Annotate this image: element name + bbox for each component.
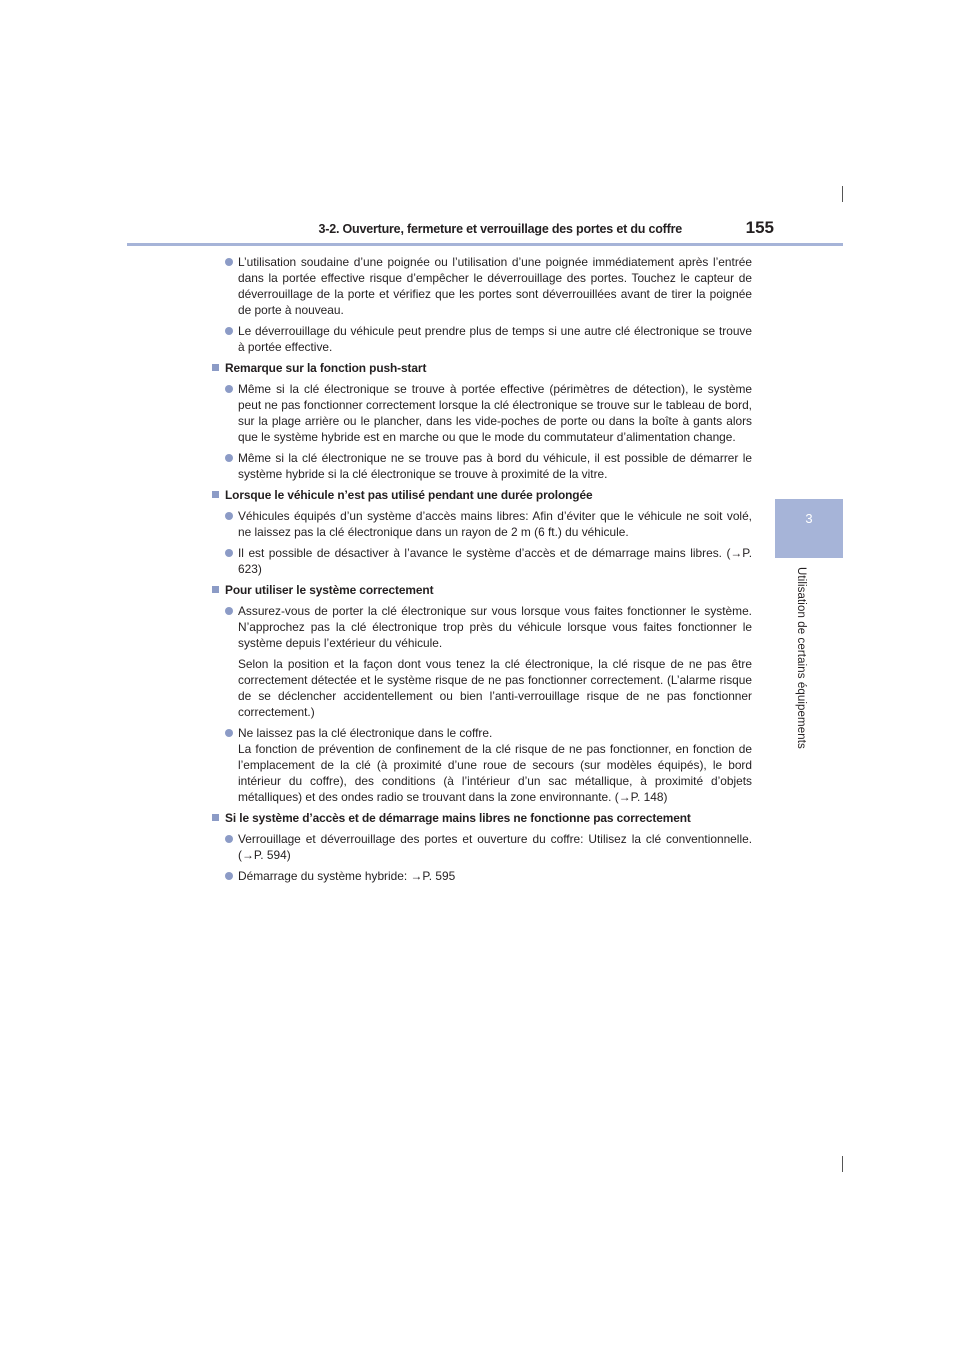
item-text: L’utilisation soudaine d’une poignée ou l’utilisation d’une poignée immédiatement après l’entrée dans la portée effective risque d’empêcher le déverrouillage des portes. Touchez le capteur de déverrouillage de la porte et vérifiez que les portes sont déverrouillées avant de tirer la poignée de porte à nouveau. bbox=[238, 255, 752, 317]
chapter-number: 3 bbox=[805, 511, 813, 526]
item-text: Le déverrouillage du véhicule peut prendre plus de temps si une autre clé électronique se trouve à portée effective. bbox=[238, 324, 752, 354]
page-number: 155 bbox=[745, 218, 774, 237]
section-heading bbox=[211, 582, 752, 598]
list-item bbox=[211, 831, 752, 863]
crop-mark-top bbox=[842, 186, 843, 202]
item-text: Véhicules équipés d’un système d’accès mains libres: Afin d’éviter que le véhicule ne soit volé, ne laissez pas la clé électronique dans un rayon de 2 m (6 ft.) du véhicule. bbox=[238, 509, 752, 539]
list-item bbox=[211, 508, 752, 540]
section-heading bbox=[211, 810, 752, 826]
item-text: La fonction de prévention de confinement de la clé risque de ne pas fonctionner, en fonction de l’emplacement de la clé (à proximité d’une roue de secours (sur modèles équipés), le bord intérieur du coffre), des conditions (à l’intérieur d’un sac métallique, à proximité d’objets métalliques) et des ondes radio se trouvant dans la zone environnante. (→P. 148) bbox=[238, 742, 752, 804]
item-text: Assurez-vous de porter la clé électronique sur vous lorsque vous faites fonctionner le système. N’approchez pas la clé électronique trop près du véhicule lorsque vous faites fonctionner le système depuis l’extérieur du véhicule. bbox=[238, 604, 752, 650]
chapter-title: Utilisation de certains équipements bbox=[795, 567, 807, 749]
item-text: Selon la position et la façon dont vous tenez la clé électronique, la clé risque de ne pas être correctement détectée et le système risque de ne pas fonctionner correctement. (L’alarme risque de se déclencher accidentellement ou bien l’anti-verrouillage risque de ne pas fonctionner correctement.) bbox=[238, 657, 752, 719]
list-item bbox=[211, 603, 752, 720]
list-item bbox=[211, 725, 752, 805]
list-item bbox=[211, 254, 752, 318]
bullet-icon bbox=[225, 512, 233, 520]
item-text: Ne laissez pas la clé électronique dans le coffre. bbox=[238, 726, 493, 740]
item-text: Même si la clé électronique se trouve à portée effective (périmètres de détection), le système peut ne pas fonctionner correctement lorsque la clé électronique se trouve sur le tableau de bord, sur la plage arrière ou le plancher, dans les vide-poches de porte ou dans la boîte à gants alors que le système hybride est en marche ou que le mode du commutateur d’alimentation change. bbox=[238, 382, 752, 444]
header-rule bbox=[127, 243, 843, 246]
bullet-icon bbox=[225, 872, 233, 880]
heading-text: Remarque sur la fonction push-start bbox=[225, 361, 427, 375]
bullet-icon bbox=[225, 258, 233, 266]
bullet-icon bbox=[225, 385, 233, 393]
item-text: Il est possible de désactiver à l’avance le système d’accès et de démarrage mains libres. (→P. 623) bbox=[238, 546, 752, 576]
item-text: Démarrage du système hybride: →P. 595 bbox=[238, 869, 456, 883]
crop-mark-bottom bbox=[842, 1156, 843, 1172]
square-bullet-icon bbox=[212, 586, 219, 593]
bullet-icon bbox=[225, 835, 233, 843]
bullet-icon bbox=[225, 327, 233, 335]
bullet-icon bbox=[225, 729, 233, 737]
square-bullet-icon bbox=[212, 364, 219, 371]
square-bullet-icon bbox=[212, 491, 219, 498]
bullet-icon bbox=[225, 454, 233, 462]
section-title: 3-2. Ouverture, fermeture et verrouillage des portes et du coffre bbox=[318, 222, 682, 236]
list-item bbox=[211, 545, 752, 577]
item-text: Verrouillage et déverrouillage des portes et ouverture du coffre: Utilisez la clé conventionnelle.(→P. 594) bbox=[238, 832, 752, 862]
heading-text: Pour utiliser le système correctement bbox=[225, 583, 434, 597]
heading-text: Lorsque le véhicule n’est pas utilisé pendant une durée prolongée bbox=[225, 488, 593, 502]
section-heading bbox=[211, 360, 752, 376]
list-item bbox=[211, 868, 752, 884]
page-content bbox=[211, 254, 752, 889]
section-heading bbox=[211, 487, 752, 503]
square-bullet-icon bbox=[212, 814, 219, 821]
chapter-tab bbox=[775, 499, 843, 558]
bullet-icon bbox=[225, 607, 233, 615]
list-item bbox=[211, 381, 752, 445]
list-item bbox=[211, 450, 752, 482]
item-text: Même si la clé électronique ne se trouve pas à bord du véhicule, il est possible de démarrer le système hybride si la clé électronique se trouve à proximité de la vitre. bbox=[238, 451, 752, 481]
bullet-icon bbox=[225, 549, 233, 557]
heading-text: Si le système d’accès et de démarrage mains libres ne fonctionne pas correctement bbox=[225, 811, 691, 825]
list-item bbox=[211, 323, 752, 355]
